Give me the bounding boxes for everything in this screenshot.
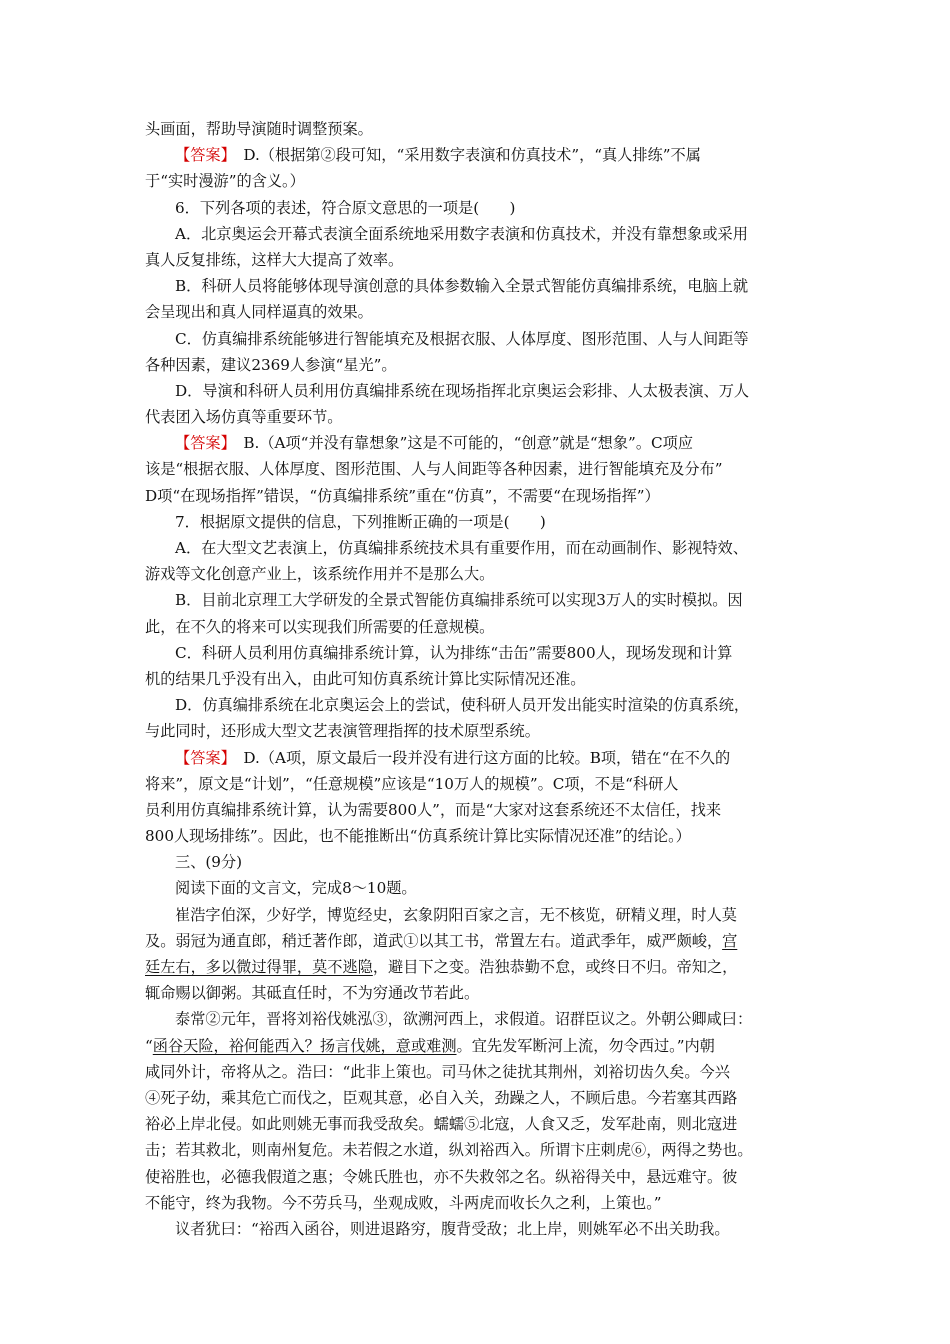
text-line — [145, 1033, 810, 1059]
text-line — [145, 640, 810, 666]
text-line — [145, 1216, 810, 1242]
text-line — [145, 326, 810, 352]
text-line — [145, 1190, 810, 1216]
text-segment: D．导演和科研人员利用仿真编排系统在现场指挥北京奥运会彩排、人太极表演、万人 — [175, 381, 750, 400]
text-line — [145, 823, 810, 849]
text-line — [145, 509, 810, 535]
text-segment: D.（根据第②段可知，“采用数字表演和仿真技术”，“真人排练”不属 — [228, 146, 701, 165]
text-line — [145, 718, 810, 744]
underlined-text: 宫 — [722, 931, 738, 950]
text-segment: 6．下列各项的表述，符合原文意思的一项是( ) — [175, 198, 516, 217]
text-line — [145, 195, 810, 221]
text-segment: 代表团入场仿真等重要环节。 — [145, 408, 343, 427]
text-segment: 崔浩字伯深，少好学，博览经史，玄象阴阳百家之言，无不核览，研精义理，时人莫 — [175, 905, 737, 924]
text-segment: 会呈现出和真人同样逼真的效果。 — [145, 303, 373, 322]
text-segment: 阅读下面的文言文，完成8～10题。 — [175, 879, 417, 898]
text-segment: 咸同外计，帝将从之。浩曰：“此非上策也。司马休之徒扰其荆州，刘裕切齿久矣。今兴 — [145, 1062, 730, 1081]
text-segment: 泰常②元年，晋将刘裕伐姚泓③，欲溯河西上，求假道。诏群臣议之。外朝公卿咸曰： — [175, 1010, 753, 1029]
answer-label: 【答案】 — [175, 748, 229, 767]
text-segment: 7．根据原文提供的信息，下列推断正确的一项是( ) — [175, 512, 546, 531]
text-segment: C．仿真编排系统能够进行智能填充及根据衣服、人体厚度、图形范围、人与人间距等 — [175, 329, 749, 348]
text-line — [145, 299, 810, 325]
text-segment: 此，在不久的将来可以实现我们所需要的任意规模。 — [145, 617, 495, 636]
text-line — [145, 430, 810, 456]
text-line — [145, 116, 810, 142]
text-line — [145, 928, 810, 954]
text-segment: B．科研人员将能够体现导演创意的具体参数输入全景式智能仿真编排系统，电脑上就 — [175, 277, 749, 296]
text-line — [145, 404, 810, 430]
text-line — [145, 666, 810, 692]
underlined-text: 廷左右，多以微过得罪，莫不逃隐 — [145, 958, 373, 976]
text-segment: 于“实时漫游”的含义。） — [145, 172, 305, 191]
text-line — [145, 902, 810, 928]
text-segment: 游戏等文化创意产业上，该系统作用并不是那么大。 — [145, 565, 495, 584]
text-segment: 与此同时，还形成大型文艺表演管理指挥的技术原型系统。 — [145, 722, 540, 741]
text-line — [145, 1085, 810, 1111]
text-segment: 该是“根据衣服、人体厚度、图形范围、人与人间距等各种因素，进行智能填充及分布” — [145, 460, 723, 479]
text-line — [145, 561, 810, 587]
text-line — [145, 692, 810, 718]
text-segment: ，避目下之变。浩独恭勤不怠，或终日不归。帝知之， — [372, 958, 738, 976]
text-line — [145, 849, 810, 875]
text-line — [145, 221, 810, 247]
text-segment: 击；若其救北，则南州复危。未若假之水道，纵刘裕西入。所谓卞庄刺虎⑥，两得之势也。 — [145, 1141, 753, 1160]
text-segment: D．仿真编排系统在北京奥运会上的尝试，使科研人员开发出能实时渲染的仿真系统， — [175, 696, 750, 715]
text-line — [145, 378, 810, 404]
text-line — [145, 1111, 810, 1137]
text-segment: 辄命赐以御粥。其砥直任时，不为穷通改节若此。 — [145, 984, 480, 1003]
text-line — [145, 247, 810, 273]
text-segment: 。宜先发军断河上流，勿令西过。”内朝 — [456, 1036, 715, 1055]
text-line — [145, 980, 810, 1006]
text-line — [145, 954, 810, 980]
answer-label: 【答案】 — [175, 146, 229, 165]
text-line — [145, 142, 810, 168]
text-segment: D项“在现场指挥”错误，“仿真编排系统”重在“仿真”，不需要“在现场指挥”） — [145, 486, 660, 505]
text-segment: B．目前北京理工大学研发的全景式智能仿真编排系统可以实现3万人的实时模拟。因 — [175, 591, 743, 610]
text-segment: 不能守，终为我物。今不劳兵马，坐观成败，斗两虎而收长久之利，上策也。” — [145, 1193, 662, 1212]
text-segment: 三、(9分) — [175, 853, 243, 872]
text-line — [145, 1164, 810, 1190]
text-segment: “ — [145, 1036, 153, 1055]
document-body — [145, 116, 810, 1242]
text-line — [145, 352, 810, 378]
text-line — [145, 168, 810, 194]
text-segment: 议者犹曰：“裕西入函谷，则进退路穷，腹背受敌；北上岸，则姚军必不出关助我。 — [175, 1219, 730, 1238]
text-segment: C．科研人员利用仿真编排系统计算，认为排练“击缶”需要800人，现场发现和计算 — [175, 643, 733, 662]
text-line — [145, 1006, 810, 1032]
text-line — [145, 535, 810, 561]
text-line — [145, 745, 810, 771]
text-segment: 裕必上岸北侵。如此则姚无事而我受敌矣。蠕蠕⑤北寇，人食又乏，发军赴南，则北寇进 — [145, 1115, 738, 1134]
text-segment: 头画面，帮助导演随时调整预案。 — [145, 120, 373, 138]
text-line — [145, 456, 810, 482]
text-line — [145, 483, 810, 509]
text-line — [145, 1059, 810, 1085]
text-segment: B.（A项“并没有靠想象”这是不可能的，“创意”就是“想象”。C项应 — [228, 434, 694, 453]
text-segment: 真人反复排练，这样大大提高了效率。 — [145, 250, 404, 269]
text-segment: A．在大型文艺表演上，仿真编排系统技术具有重要作用，而在动画制作、影视特效、 — [175, 539, 748, 557]
text-segment: 使裕胜也，必德我假道之惠；令姚氏胜也，亦不失救邻之名。纵裕得关中，悬远难守。彼 — [145, 1167, 738, 1186]
text-segment: A．北京奥运会开幕式表演全面系统地采用数字表演和仿真技术，并没有靠想象或采用 — [175, 224, 748, 243]
text-segment: 及。弱冠为通直郎，稍迁著作郎，道武①以其工书，常置左右。道武季年，威严颇峻， — [145, 931, 723, 950]
text-line — [145, 587, 810, 613]
underlined-text: 函谷天险，裕何能西入？扬言伐姚，意或难测 — [152, 1036, 457, 1055]
text-segment: D.（A项，原文最后一段并没有进行这方面的比较。B项，错在“在不久的 — [228, 748, 731, 767]
text-segment: 各种因素，建议2369人参演“星光”。 — [145, 355, 397, 374]
text-segment: 800人现场排练”。因此，也不能推断出“仿真系统计算比实际情况还准”的结论。） — [145, 827, 691, 846]
text-line — [145, 1137, 810, 1163]
text-segment: 机的结果几乎没有出入，由此可知仿真系统计算比实际情况还准。 — [145, 669, 586, 688]
text-segment: 将来”，原文是“计划”，“任意规模”应该是“10万人的规模”。C项，不是“科研人 — [145, 774, 679, 793]
text-line — [145, 797, 810, 823]
text-line — [145, 875, 810, 901]
text-line — [145, 614, 810, 640]
text-segment: ④死子幼，乘其危亡而伐之，臣观其意，必自入关，劲躁之人，不顾后患。今若塞其西路 — [145, 1088, 738, 1107]
text-segment: 员利用仿真编排系统计算，认为需要800人”，而是“大家对这套系统还不太信任，找来 — [145, 800, 722, 819]
answer-label: 【答案】 — [175, 434, 229, 453]
text-line — [145, 771, 810, 797]
text-line — [145, 273, 810, 299]
